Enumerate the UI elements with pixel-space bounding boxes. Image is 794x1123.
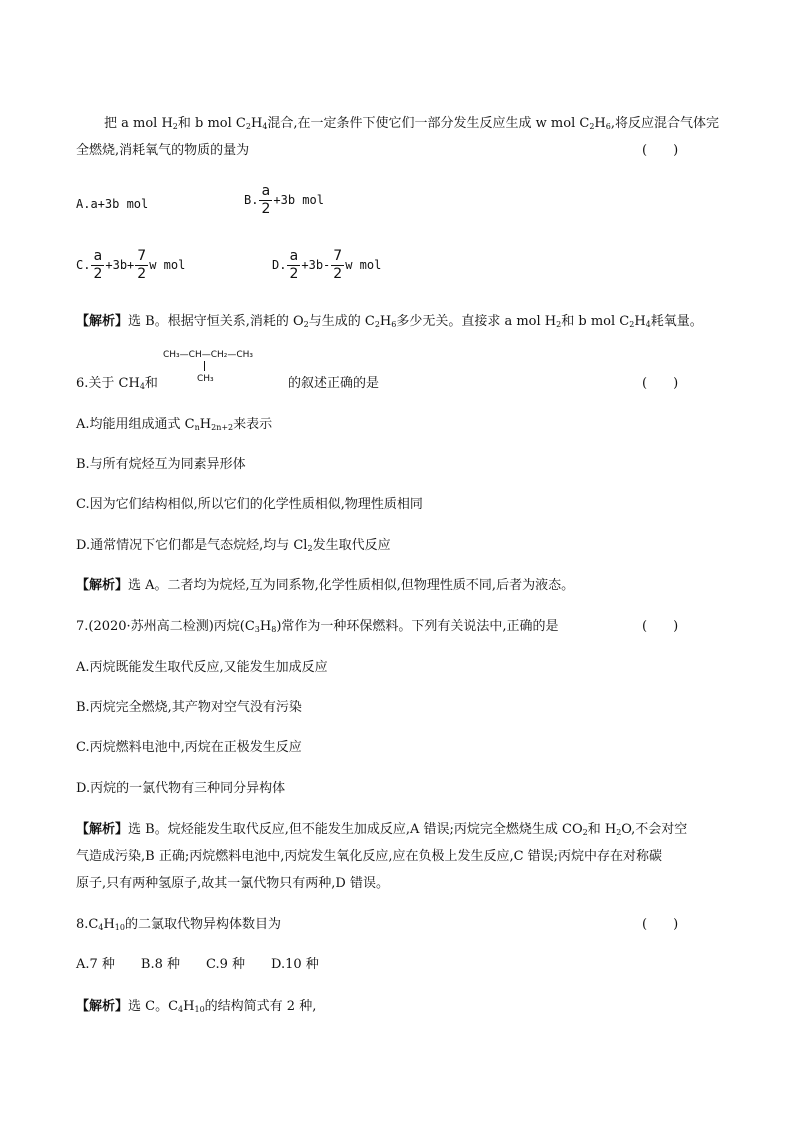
q8-stem: $8.C_4H_{10}$的二氯取代物异构体数目为 — [76, 917, 281, 932]
q6-option-a: A.均能用组成通式 $C_nH_{2n+2}$来表示 — [76, 417, 273, 432]
q6-option-d: D.通常情况下它们都是气态烷烃,均与 $Cl_2$发生取代反应 — [76, 538, 391, 553]
analysis-tag: 【解析】 — [76, 822, 129, 837]
analysis-tag: 【解析】 — [76, 314, 129, 329]
q5-stem-line2: 全燃烧,消耗氧气的物质的量为 — [76, 143, 250, 158]
q5-answer-paren: ( ) — [642, 143, 679, 158]
q7-stem: 7.(2020·苏州高二检测)丙烷$(C_3H_8)$常作为一种环保燃料。下列有关说法中,正确的是 — [76, 619, 559, 634]
q6-structural-formula: CH₃—CH—CH₂—CH₃ CH₃ — [163, 350, 254, 384]
q5-option-c-fraction1: $\frac{a}{2}$ — [93, 248, 103, 282]
q7-answer-paren: ( ) — [642, 619, 679, 634]
q5-option-d: D. $\frac{a}{2}$ +3b- $\frac{7}{2}$ w mol — [272, 248, 382, 282]
q6-answer-paren: ( ) — [642, 376, 679, 391]
q5-option-c-fraction2: $\frac{7}{2}$ — [137, 248, 147, 282]
q8-options: A.7 种 B.8 种 C.9 种 D.10 种 — [76, 957, 319, 972]
q6-analysis: 【解析】选 A。二者均为烷烃,互为同系物,化学性质相似,但物理性质不同,后者为液态。 — [76, 578, 575, 593]
q6-stem: 6.关于 $CH_4$和 的叙述正确的是 — [76, 376, 379, 391]
analysis-tag: 【解析】 — [76, 999, 129, 1014]
q5-option-b-fraction: $\frac{a}{2}$ — [261, 183, 271, 217]
q8-analysis: 【解析】选 C。$C_4H_{10}$的结构简式有 2 种, — [76, 999, 317, 1014]
q7-option-a: A.丙烷既能发生取代反应,又能发生加成反应 — [76, 660, 328, 675]
q7-option-c: C.丙烷燃料电池中,丙烷在正极发生反应 — [76, 740, 302, 755]
q7-analysis-line2: 气造成污染,B 正确;丙烷燃料电池中,丙烷发生氧化反应,应在负极上发生反应,C 错误;丙烷中存在对称碳 — [76, 849, 663, 864]
q7-option-b: B.丙烷完全燃烧,其产物对空气没有污染 — [76, 700, 302, 715]
q8-answer-paren: ( ) — [642, 917, 679, 932]
q7-analysis-line1: 【解析】选 B。烷烃能发生取代反应,但不能发生加成反应,A 错误;丙烷完全燃烧生成 $CO_2$和 $H_2O$,不会对空 — [76, 822, 688, 837]
q5-option-b: B. $\frac{a}{2}$ +3b mol — [244, 183, 324, 217]
q6-option-c: C.因为它们结构相似,所以它们的化学性质相似,物理性质相同 — [76, 497, 423, 512]
q7-analysis-line3: 原子,只有两种氢原子,故其一氯代物只有两种,D 错误。 — [76, 876, 389, 891]
analysis-tag: 【解析】 — [76, 578, 129, 593]
q6-option-b: B.与所有烷烃互为同素异形体 — [76, 457, 246, 472]
q5-option-a: A.a+3b mol — [76, 197, 149, 211]
q5-analysis: 【解析】选 B。根据守恒关系,消耗的 $O_2$与生成的 $C_2H_6$多少无关。直接求 a mol $H_2$和 b mol $C_2H_4$耗氧量。 — [76, 314, 703, 329]
q7-option-d: D.丙烷的一氯代物有三种同分异构体 — [76, 781, 286, 796]
q5-stem-line1: 把 a mol $H_2$和 b mol $C_2H_4$混合,在一定条件下使它们一部分发生反应生成 w mol $C_2H_6$,将反应混合气体完 — [104, 116, 719, 131]
q5-option-c: C. $\frac{a}{2}$ +3b+ $\frac{7}{2}$ w mol — [76, 248, 186, 282]
q5-option-d-fraction1: $\frac{a}{2}$ — [289, 248, 299, 282]
q5-option-d-fraction2: $\frac{7}{2}$ — [333, 248, 343, 282]
